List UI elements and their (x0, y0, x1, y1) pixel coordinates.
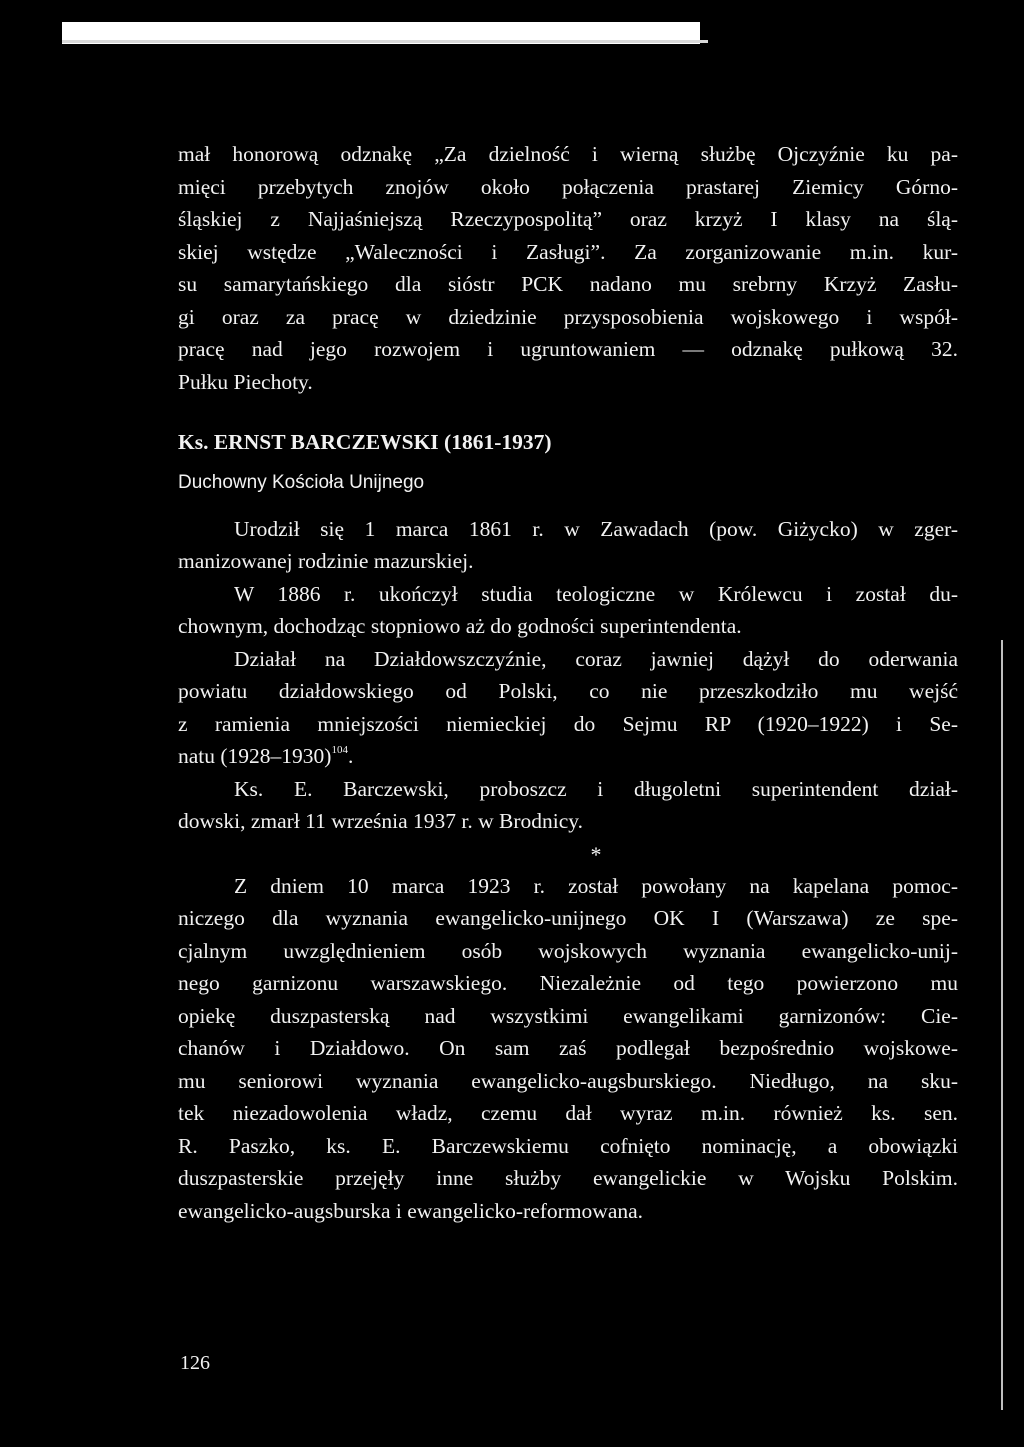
text-line: duszpasterskie przejęły inne służby ewangelickie w Wojsku Polskim. (178, 1166, 958, 1190)
text-line: chanów i Działdowo. On sam zaś podlegał bezpośrednio wojskowe- (178, 1036, 958, 1060)
scan-rule-right (1001, 640, 1003, 1410)
text-line (178, 740, 958, 773)
paragraph-5 (178, 773, 958, 838)
paragraph-6 (178, 870, 958, 1228)
text-line: powiatu działdowskiego od Polski, co nie przeszkodziło mu wejść (178, 679, 958, 703)
text-line: tek niezadowolenia władz, czemu dał wyraz m.in. również ks. sen. (178, 1101, 958, 1125)
text-line: Ks. E. Barczewski, proboszcz i długoletni superintendent dział- (234, 776, 958, 801)
text-line: W 1886 r. ukończył studia teologiczne w Królewcu i został du- (234, 581, 958, 606)
page-body (178, 138, 958, 1227)
text-line: niczego dla wyznania ewangelicko-unijnego OK I (Warszawa) ze spe- (178, 906, 958, 930)
text-line: mał honorową odznakę „Za dzielność i wierną służbę Ojczyźnie ku pa- (178, 142, 958, 166)
text-line: su samarytańskiego dla sióstr PCK nadano mu srebrny Krzyż Zasłu- (178, 272, 958, 296)
footnote-reference: 104 (331, 744, 348, 756)
paragraph-1 (178, 138, 958, 398)
paragraph-2 (178, 513, 958, 578)
paragraph-4 (178, 643, 958, 773)
text-line: mu seniorowi wyznania ewangelicko-augsburskiego. Niedługo, na sku- (178, 1068, 958, 1093)
section-subtitle: Duchowny Kościoła Unijnego (178, 471, 425, 493)
text-line: ewangelicko-augsburska i ewangelicko-reformowana. (178, 1198, 644, 1223)
section-separator: * (590, 841, 602, 867)
text-line: nego garnizonu warszawskiego. Niezależnie od tego powierzono mu (178, 971, 958, 995)
text-line: Działał na Działdowszczyźnie, coraz jawniej dążył do oderwania (234, 646, 958, 671)
page-number: 126 (180, 1352, 210, 1374)
text-span: natu (1928–1930) (178, 744, 332, 768)
text-line: z ramienia mniejszości niemieckiej do Sejmu RP (1920–1922) i Se- (178, 711, 958, 736)
text-span: . (347, 744, 354, 768)
text-line: opiekę duszpasterską nad wszystkimi ewangelikami garnizonów: Cie- (178, 1003, 958, 1028)
scan-rule-top (62, 40, 708, 43)
section-heading: Ks. ERNST BARCZEWSKI (1861-1937) (178, 430, 552, 454)
text-line: chownym, dochodząc stopniowo aż do godności superintendenta. (178, 614, 742, 638)
text-line: R. Paszko, ks. E. Barczewskiemu cofnięto nominację, a obowiązki (178, 1133, 958, 1158)
text-line: skiej wstędze „Waleczności i Zasługi”. Za zorganizowanie m.in. kur- (178, 239, 958, 264)
text-line: manizowanej rodzinie mazurskiej. (178, 549, 474, 573)
text-line: cjalnym uwzględnieniem osób wojskowych wyznania ewangelicko-unij- (178, 938, 958, 963)
text-line: gi oraz za pracę w dziedzinie przysposobienia wojskowego i współ- (178, 304, 958, 329)
text-line: Pułku Piechoty. (178, 369, 313, 394)
paragraph-3 (178, 578, 958, 643)
text-line: pracę nad jego rozwojem i ugruntowaniem — odznakę pułkową 32. (178, 337, 958, 361)
text-line: mięci przebytych znojów około połączenia prastarej Ziemicy Górno- (178, 174, 958, 199)
text-line: dowski, zmarł 11 września 1937 r. w Brodnicy. (178, 809, 584, 833)
text-line: śląskiej z Najjaśniejszą Rzeczypospolitą” oraz krzyż I klasy na ślą- (178, 207, 958, 231)
text-line: Urodził się 1 marca 1861 r. w Zawadach (pow. Giżycko) w zger- (234, 516, 958, 541)
text-line: Z dniem 10 marca 1923 r. został powołany na kapelana pomoc- (234, 873, 958, 898)
